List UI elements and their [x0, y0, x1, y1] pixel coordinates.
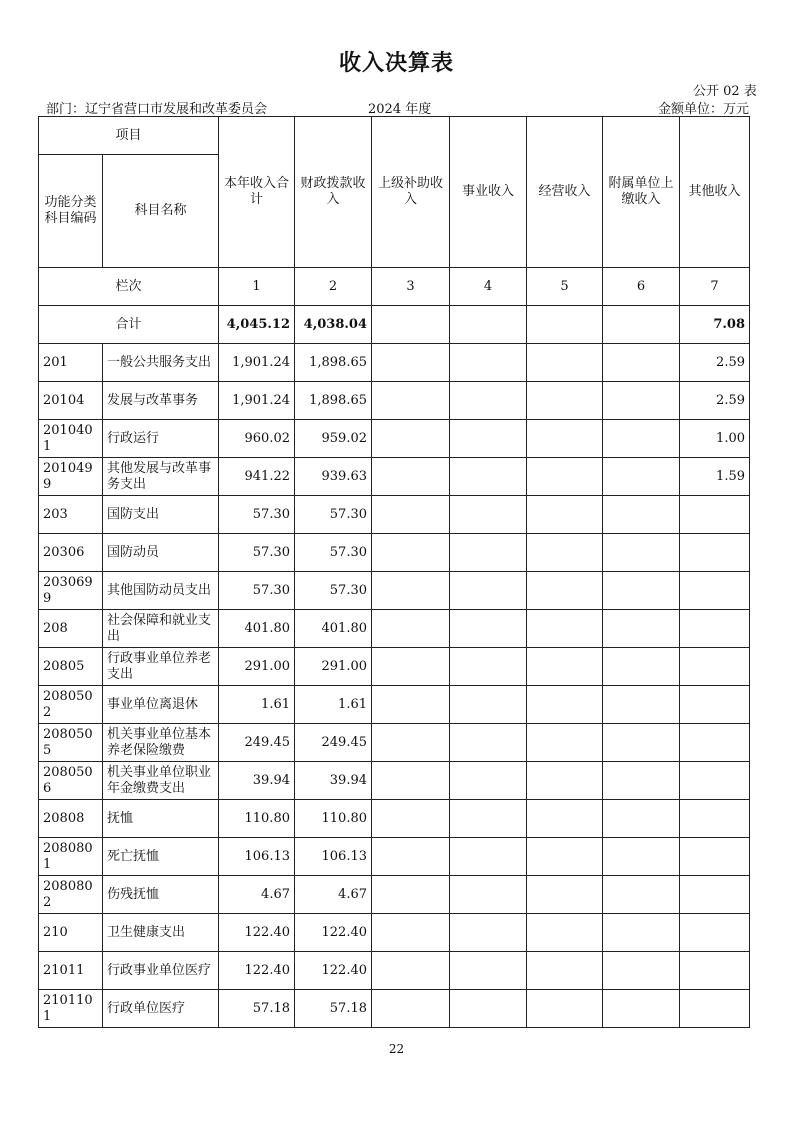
row-value: [603, 534, 680, 572]
row-value: [527, 610, 603, 648]
row-code: 20104: [39, 382, 103, 420]
row-value: [680, 876, 750, 914]
table-row: [39, 762, 750, 800]
row-value: 1,898.65: [295, 344, 372, 382]
row-value: 57.30: [219, 572, 295, 610]
row-value: 57.30: [219, 534, 295, 572]
row-value: [450, 496, 527, 534]
table-row: [39, 724, 750, 762]
row-value: [372, 686, 450, 724]
row-value: [372, 382, 450, 420]
page-title: 收入决算表: [338, 51, 454, 76]
row-value: 959.02: [295, 420, 372, 458]
row-value: [603, 420, 680, 458]
row-value: [527, 724, 603, 762]
row-value: [680, 800, 750, 838]
row-value: 110.80: [295, 800, 372, 838]
row-value: [603, 990, 680, 1028]
row-value: [680, 914, 750, 952]
row-value: [603, 648, 680, 686]
header-col-6: 附属单位上缴收入: [603, 117, 680, 268]
row-name: 国防支出: [103, 496, 219, 534]
row-value: 39.94: [219, 762, 295, 800]
unit-label: 金额单位：万元: [658, 102, 750, 117]
table-row: [39, 534, 750, 572]
table-row: [39, 800, 750, 838]
row-value: [372, 420, 450, 458]
row-value: [372, 458, 450, 496]
row-value: [527, 952, 603, 990]
row-value: [372, 610, 450, 648]
row-code: 20808: [39, 800, 103, 838]
row-code: 2080802: [39, 876, 103, 914]
row-value: [527, 838, 603, 876]
row-value: 39.94: [295, 762, 372, 800]
row-value: [450, 686, 527, 724]
header-subject-name: 科目名称: [103, 155, 219, 268]
table-row: [39, 952, 750, 990]
row-value: 939.63: [295, 458, 372, 496]
row-value: [680, 990, 750, 1028]
row-value: 57.18: [219, 990, 295, 1028]
row-value: [450, 952, 527, 990]
row-value: [450, 458, 527, 496]
table-row: [39, 610, 750, 648]
row-value: 4.67: [219, 876, 295, 914]
total-label: 合计: [39, 306, 219, 344]
row-value: 57.30: [295, 496, 372, 534]
column-number: 2: [295, 268, 372, 306]
column-row-label: 栏次: [39, 268, 219, 306]
row-value: [680, 572, 750, 610]
total-value: 4,038.04: [295, 306, 372, 344]
row-value: 1,901.24: [219, 382, 295, 420]
row-code: 2010499: [39, 458, 103, 496]
row-value: [372, 952, 450, 990]
table-row: [39, 914, 750, 952]
table-row: [39, 990, 750, 1028]
row-value: [372, 496, 450, 534]
row-code: 2101101: [39, 990, 103, 1028]
row-value: [527, 686, 603, 724]
row-value: [450, 914, 527, 952]
row-value: [603, 686, 680, 724]
row-code: 2080502: [39, 686, 103, 724]
department-label: 部门：辽宁省营口市发展和改革委员会: [46, 102, 268, 117]
table-row: [39, 686, 750, 724]
column-number: 5: [527, 268, 603, 306]
row-value: 1.61: [295, 686, 372, 724]
year-label: 2024 年度: [368, 102, 432, 117]
header-col-3: 上级补助收入: [372, 117, 450, 268]
row-value: [603, 572, 680, 610]
row-value: [450, 762, 527, 800]
header-col-4: 事业收入: [450, 117, 527, 268]
row-name: 卫生健康支出: [103, 914, 219, 952]
row-value: [680, 952, 750, 990]
row-value: 941.22: [219, 458, 295, 496]
column-number-row: [39, 268, 750, 306]
row-value: [372, 762, 450, 800]
row-code: 2080505: [39, 724, 103, 762]
row-value: [372, 534, 450, 572]
row-value: [603, 344, 680, 382]
row-value: [450, 876, 527, 914]
table-row: [39, 344, 750, 382]
row-value: [450, 382, 527, 420]
row-value: 122.40: [219, 914, 295, 952]
row-value: [603, 762, 680, 800]
column-number: 1: [219, 268, 295, 306]
row-value: 4.67: [295, 876, 372, 914]
row-name: 伤残抚恤: [103, 876, 219, 914]
income-table-container: [38, 116, 750, 1028]
row-value: [372, 572, 450, 610]
row-value: [450, 724, 527, 762]
row-code: 208: [39, 610, 103, 648]
row-code: 20306: [39, 534, 103, 572]
total-value: 4,045.12: [219, 306, 295, 344]
row-value: 57.30: [219, 496, 295, 534]
row-value: [450, 610, 527, 648]
table-row: [39, 496, 750, 534]
row-name: 其他发展与改革事务支出: [103, 458, 219, 496]
row-value: [527, 458, 603, 496]
row-value: [450, 990, 527, 1028]
row-name: 死亡抚恤: [103, 838, 219, 876]
row-value: [527, 990, 603, 1028]
row-name: 行政单位医疗: [103, 990, 219, 1028]
table-row: [39, 648, 750, 686]
row-code: 2030699: [39, 572, 103, 610]
row-value: 249.45: [295, 724, 372, 762]
row-value: [372, 800, 450, 838]
row-value: [450, 800, 527, 838]
row-value: 110.80: [219, 800, 295, 838]
row-name: 行政事业单位医疗: [103, 952, 219, 990]
row-value: 106.13: [295, 838, 372, 876]
header-func-code: 功能分类科目编码: [39, 155, 103, 268]
row-code: 2010401: [39, 420, 103, 458]
row-value: [603, 496, 680, 534]
row-value: [450, 838, 527, 876]
row-value: [680, 648, 750, 686]
row-value: [603, 952, 680, 990]
row-code: 20805: [39, 648, 103, 686]
row-value: [372, 344, 450, 382]
row-name: 其他国防动员支出: [103, 572, 219, 610]
row-code: 201: [39, 344, 103, 382]
total-value: 7.08: [680, 306, 750, 344]
row-value: [603, 838, 680, 876]
row-value: [527, 762, 603, 800]
row-value: [527, 572, 603, 610]
row-value: [680, 838, 750, 876]
row-value: [680, 496, 750, 534]
row-value: [527, 534, 603, 572]
header-col-2: 财政拨款收入: [295, 117, 372, 268]
row-value: 1.00: [680, 420, 750, 458]
row-value: [603, 382, 680, 420]
row-value: [680, 724, 750, 762]
column-number: 3: [372, 268, 450, 306]
row-name: 行政运行: [103, 420, 219, 458]
row-code: 2080506: [39, 762, 103, 800]
row-value: 401.80: [219, 610, 295, 648]
table-row: [39, 382, 750, 420]
row-value: [372, 876, 450, 914]
row-code: 203: [39, 496, 103, 534]
row-value: 122.40: [295, 914, 372, 952]
row-code: 210: [39, 914, 103, 952]
row-value: [527, 420, 603, 458]
row-value: [527, 496, 603, 534]
total-value: [372, 306, 450, 344]
row-value: [372, 724, 450, 762]
header-col-7: 其他收入: [680, 117, 750, 268]
column-number: 6: [603, 268, 680, 306]
row-value: [527, 800, 603, 838]
row-value: 1.59: [680, 458, 750, 496]
row-value: [680, 534, 750, 572]
row-name: 国防动员: [103, 534, 219, 572]
row-value: 57.18: [295, 990, 372, 1028]
header-item: 项目: [39, 117, 219, 155]
row-value: [603, 914, 680, 952]
row-value: 122.40: [219, 952, 295, 990]
row-name: 一般公共服务支出: [103, 344, 219, 382]
row-value: [450, 420, 527, 458]
row-value: [527, 344, 603, 382]
total-value: [450, 306, 527, 344]
header-col-5: 经营收入: [527, 117, 603, 268]
row-value: 57.30: [295, 534, 372, 572]
row-name: 行政事业单位养老支出: [103, 648, 219, 686]
total-value: [603, 306, 680, 344]
header-col-1: 本年收入合计: [219, 117, 295, 268]
total-row: [39, 306, 750, 344]
row-value: 1,901.24: [219, 344, 295, 382]
row-value: [527, 382, 603, 420]
row-value: [450, 572, 527, 610]
row-name: 社会保障和就业支出: [103, 610, 219, 648]
row-value: 2.59: [680, 344, 750, 382]
row-value: [372, 648, 450, 686]
row-value: 2.59: [680, 382, 750, 420]
row-value: 122.40: [295, 952, 372, 990]
row-name: 机关事业单位基本养老保险缴费: [103, 724, 219, 762]
row-value: 1,898.65: [295, 382, 372, 420]
income-table: [38, 116, 750, 1028]
row-value: [603, 458, 680, 496]
row-value: [680, 686, 750, 724]
row-value: [527, 876, 603, 914]
table-row: [39, 420, 750, 458]
column-number: 4: [450, 268, 527, 306]
row-value: [603, 876, 680, 914]
row-value: [680, 610, 750, 648]
row-value: [603, 800, 680, 838]
row-value: 960.02: [219, 420, 295, 458]
table-row: [39, 572, 750, 610]
row-name: 发展与改革事务: [103, 382, 219, 420]
row-value: [450, 648, 527, 686]
row-value: [450, 534, 527, 572]
row-value: 291.00: [295, 648, 372, 686]
table-row: [39, 838, 750, 876]
table-row: [39, 876, 750, 914]
row-value: [372, 838, 450, 876]
row-name: 事业单位离退休: [103, 686, 219, 724]
row-value: [372, 914, 450, 952]
row-value: 401.80: [295, 610, 372, 648]
table-row: [39, 458, 750, 496]
row-value: [527, 914, 603, 952]
row-value: 249.45: [219, 724, 295, 762]
row-value: 291.00: [219, 648, 295, 686]
row-value: [527, 648, 603, 686]
total-value: [527, 306, 603, 344]
row-value: 106.13: [219, 838, 295, 876]
row-value: [680, 762, 750, 800]
row-value: [450, 344, 527, 382]
row-code: 21011: [39, 952, 103, 990]
row-name: 机关事业单位职业年金缴费支出: [103, 762, 219, 800]
row-value: 1.61: [219, 686, 295, 724]
row-name: 抚恤: [103, 800, 219, 838]
page-number: 22: [388, 1042, 405, 1056]
row-value: [603, 610, 680, 648]
row-value: [372, 990, 450, 1028]
row-value: [603, 724, 680, 762]
row-value: 57.30: [295, 572, 372, 610]
row-code: 2080801: [39, 838, 103, 876]
table-number: 公开 02 表: [693, 84, 757, 99]
column-number: 7: [680, 268, 750, 306]
